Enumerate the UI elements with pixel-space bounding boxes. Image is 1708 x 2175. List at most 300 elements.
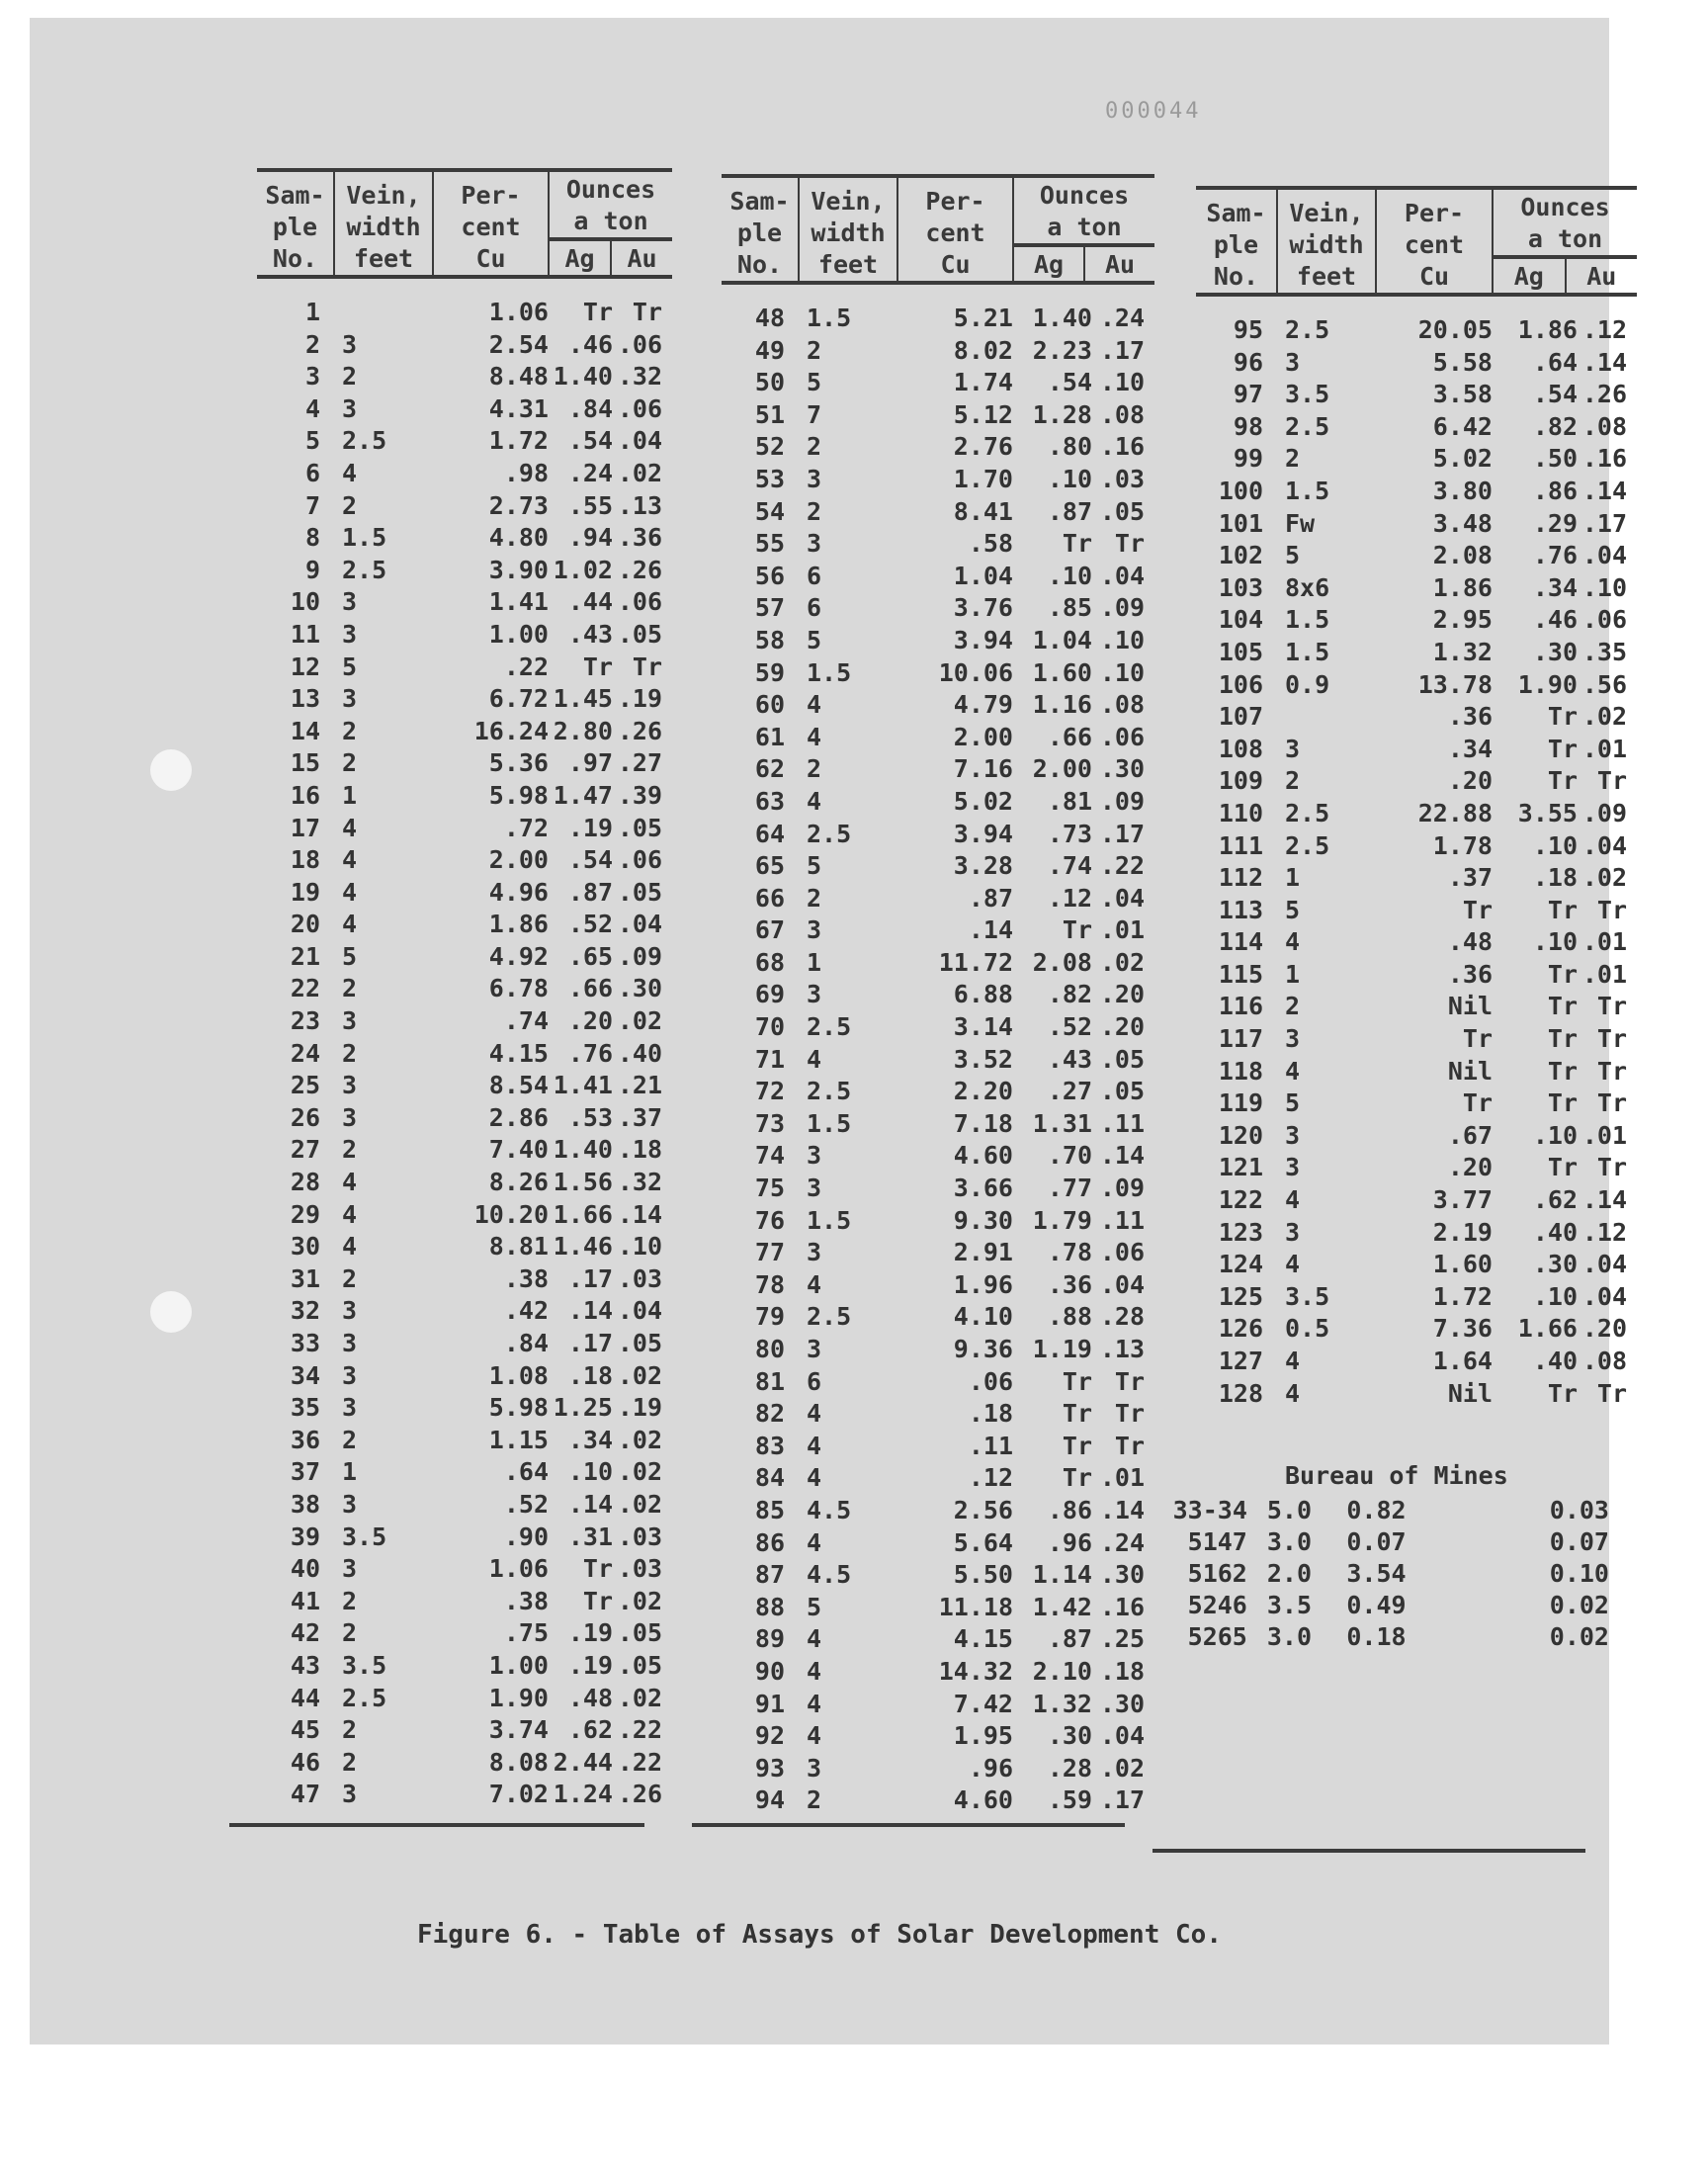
cell-sample-no: 55 [754, 529, 785, 559]
table-row [1196, 1378, 1637, 1411]
table-row [722, 367, 1154, 399]
cell-au: .11 [1099, 1205, 1145, 1235]
cell-au: Tr [1596, 992, 1627, 1021]
table-row [1196, 926, 1637, 959]
table-row [722, 283, 1154, 335]
cell-percent-cu: 1.32 [1432, 637, 1493, 666]
cell-vein-width: 3.5 [1285, 380, 1330, 409]
table-row [257, 393, 672, 426]
cell-sample-no: 127 [1218, 1347, 1263, 1375]
cell-au: Tr [1596, 895, 1627, 924]
cell-au: .36 [617, 523, 662, 553]
cell-vein-width: 4 [807, 1721, 822, 1751]
cell-ag: 1.41 [553, 1071, 613, 1100]
table-row [1196, 991, 1637, 1023]
table-row [722, 496, 1154, 529]
cell-sample-no: 116 [1218, 992, 1263, 1021]
cell-percent-cu: 5.64 [953, 1527, 1013, 1557]
cell-au: .09 [1099, 1174, 1145, 1203]
cell-vein-width: 1.5 [807, 1108, 852, 1138]
cell-au: .02 [617, 1586, 662, 1615]
cell-ag: Tr [1547, 959, 1578, 989]
cell-au: .02 [617, 1360, 662, 1390]
cell-vein-width: 3 [1285, 1217, 1301, 1247]
cell-percent-cu: 2.56 [953, 1495, 1013, 1524]
cell-au: .14 [1099, 1495, 1145, 1524]
cell-percent-cu: .06 [968, 1366, 1013, 1396]
cell-sample-no: 67 [754, 915, 785, 945]
bom-sample-no: 33-34 [1172, 1496, 1247, 1524]
cell-sample-no: 24 [290, 1038, 320, 1068]
cell-au: .25 [1099, 1624, 1145, 1654]
cell-au: .06 [617, 329, 662, 359]
table-row [257, 941, 672, 974]
cell-percent-cu: 3.52 [953, 1044, 1013, 1074]
cell-vein-width: 2 [342, 490, 358, 520]
table-row [1196, 1184, 1637, 1217]
cell-ag: Tr [1547, 1153, 1578, 1182]
cell-au: .32 [617, 1168, 662, 1197]
cell-percent-cu: 20.05 [1417, 315, 1493, 344]
cell-au: Tr [1596, 1056, 1627, 1086]
table-row [257, 1199, 672, 1232]
header-percent-cu: Per- cent Cu [1376, 188, 1493, 295]
table-row [722, 1076, 1154, 1108]
cell-percent-cu: 22.88 [1417, 798, 1493, 827]
bom-percent-cu: 0.07 [1346, 1527, 1407, 1556]
cell-ag: .10 [1532, 1281, 1578, 1311]
figure-caption: Figure 6. - Table of Assays of Solar Development Co. [417, 1920, 1222, 1950]
cell-vein-width: 3.5 [1285, 1281, 1330, 1311]
table-row [1196, 959, 1637, 992]
cell-percent-cu: 7.18 [953, 1108, 1013, 1138]
cell-au: .14 [617, 1199, 662, 1229]
cell-au: .10 [1099, 368, 1145, 397]
cell-ag: 1.79 [1032, 1205, 1092, 1235]
cell-sample-no: 83 [754, 1431, 785, 1460]
cell-au: .26 [617, 716, 662, 745]
bom-percent-cu: 0.49 [1346, 1591, 1407, 1619]
cell-au: .01 [1581, 959, 1627, 989]
cell-au: .02 [617, 1457, 662, 1487]
cell-ag: .10 [1532, 927, 1578, 957]
cell-au: .14 [1581, 1185, 1627, 1215]
cell-sample-no: 75 [754, 1174, 785, 1203]
cell-vein-width: 2 [342, 974, 358, 1003]
cell-au: .35 [1581, 637, 1627, 666]
cell-sample-no: 80 [754, 1335, 785, 1363]
assay-table-2 [722, 174, 1154, 1817]
cell-ag: .80 [1047, 432, 1092, 462]
cell-vein-width: 4 [342, 458, 358, 487]
cell-ag: .10 [567, 1457, 613, 1487]
table-row [722, 1044, 1154, 1077]
cell-percent-cu: Tr [1462, 1088, 1493, 1118]
cell-sample-no: 65 [754, 851, 785, 881]
bom-row [1166, 1526, 1609, 1558]
cell-au: .05 [617, 1618, 662, 1648]
cell-sample-no: 43 [290, 1650, 320, 1680]
cell-sample-no: 120 [1218, 1120, 1263, 1150]
cell-percent-cu: 6.78 [488, 974, 549, 1003]
cell-sample-no: 123 [1218, 1217, 1263, 1247]
cell-au: .02 [1581, 702, 1627, 732]
cell-sample-no: 112 [1218, 863, 1263, 893]
cell-sample-no: 41 [290, 1586, 320, 1615]
cell-vein-width [1277, 701, 1376, 734]
cell-vein-width: 7 [807, 399, 822, 429]
cell-sample-no: 38 [290, 1489, 320, 1519]
cell-au: .03 [617, 1263, 662, 1293]
bom-row [1166, 1621, 1609, 1653]
cell-sample-no: 47 [290, 1780, 320, 1809]
cell-vein-width: 4 [807, 1463, 822, 1493]
cell-ag: .10 [1532, 1120, 1578, 1150]
cell-sample-no: 97 [1233, 380, 1263, 409]
cell-percent-cu: .48 [1447, 927, 1493, 957]
cell-vein-width: 2.5 [1285, 830, 1330, 860]
cell-ag: 1.32 [1032, 1689, 1092, 1718]
table-row [1196, 1346, 1637, 1378]
table-row [1196, 295, 1637, 347]
document-page [30, 18, 1627, 2044]
cell-percent-cu: 11.72 [938, 947, 1013, 977]
cell-au: .10 [1099, 625, 1145, 654]
cell-ag: .30 [1047, 1721, 1092, 1751]
bom-au: 0.02 [1549, 1591, 1609, 1619]
cell-percent-cu: .72 [503, 813, 549, 842]
cell-sample-no: 118 [1218, 1056, 1263, 1086]
cell-percent-cu: 4.15 [488, 1038, 549, 1068]
cell-ag: 1.31 [1032, 1108, 1092, 1138]
cell-au: Tr [632, 652, 662, 681]
table-row [1196, 798, 1637, 830]
bom-row [1166, 1495, 1609, 1526]
cell-percent-cu: .36 [1447, 959, 1493, 989]
cell-ag: 1.40 [1032, 304, 1092, 332]
cell-au: .06 [617, 393, 662, 423]
cell-vein-width: 1.5 [807, 304, 852, 332]
bureau-of-mines-table [1166, 1495, 1609, 1653]
cell-sample-no: 128 [1218, 1378, 1263, 1408]
cell-percent-cu: 1.96 [953, 1269, 1013, 1299]
cell-sample-no: 45 [290, 1715, 320, 1745]
cell-percent-cu: 1.86 [488, 910, 549, 939]
cell-au: .10 [1581, 572, 1627, 602]
table-row [257, 425, 672, 458]
cell-percent-cu: 3.14 [953, 1012, 1013, 1042]
cell-au: Tr [1114, 529, 1145, 559]
cell-ag: .94 [567, 523, 613, 553]
table-row [1196, 1023, 1637, 1056]
header-ounces-a-ton: Ounces a ton Ag Au [549, 170, 672, 277]
cell-vein-width: 4 [1285, 927, 1301, 957]
header-vein-width: Vein, width feet [1277, 188, 1376, 295]
cell-au: .03 [617, 1554, 662, 1584]
cell-vein-width: 2 [342, 362, 358, 392]
cell-ag: .73 [1047, 819, 1092, 848]
cell-ag: .17 [567, 1329, 613, 1357]
cell-au: .06 [1099, 1238, 1145, 1267]
cell-ag: 1.60 [1032, 657, 1092, 687]
cell-au: .01 [1099, 915, 1145, 945]
cell-percent-cu: .12 [968, 1463, 1013, 1493]
cell-ag: .17 [567, 1263, 613, 1293]
table-row [257, 747, 672, 780]
cell-percent-cu: 1.72 [1432, 1281, 1493, 1311]
table-row [722, 1301, 1154, 1334]
table-row [722, 1269, 1154, 1302]
cell-vein-width: 3 [807, 1238, 822, 1267]
cell-ag: Tr [1062, 1399, 1092, 1429]
table-row [257, 277, 672, 329]
cell-percent-cu: 1.74 [953, 368, 1013, 397]
cell-ag: 1.56 [553, 1168, 613, 1197]
cell-au: .09 [617, 941, 662, 971]
table-row [722, 1431, 1154, 1463]
cell-sample-no: 69 [754, 980, 785, 1009]
cell-au: .05 [617, 1329, 662, 1357]
table-row [722, 1366, 1154, 1399]
cell-percent-cu: 4.96 [488, 877, 549, 907]
cell-vein-width: 3 [807, 1753, 822, 1783]
cell-au: .06 [617, 587, 662, 617]
cell-ag: .10 [1532, 830, 1578, 860]
cell-sample-no: 15 [290, 748, 320, 778]
cell-ag: 1.45 [553, 684, 613, 714]
cell-vein-width: 3 [342, 587, 358, 617]
cell-sample-no: 101 [1218, 508, 1263, 538]
cell-percent-cu: 6.42 [1432, 411, 1493, 441]
cell-vein-width: 2.5 [1285, 798, 1330, 827]
assay-table-3 [1196, 186, 1637, 1410]
cell-sample-no: 61 [754, 722, 785, 751]
cell-au: Tr [1596, 1088, 1627, 1118]
cell-sample-no: 66 [754, 883, 785, 913]
cell-vein-width: 5 [342, 652, 358, 681]
cell-ag: Tr [1547, 1056, 1578, 1086]
cell-percent-cu: Tr [1462, 895, 1493, 924]
table-row [722, 335, 1154, 368]
bom-vein-width: 2.0 [1266, 1559, 1313, 1588]
cell-percent-cu: 7.16 [953, 754, 1013, 784]
header-ounces-a-ton: Ounces a ton Ag Au [1013, 176, 1154, 283]
cell-au: .16 [1581, 444, 1627, 474]
cell-ag: .78 [1047, 1238, 1092, 1267]
cell-vein-width: 1.5 [807, 657, 852, 687]
cell-au: .40 [617, 1038, 662, 1068]
table-row [722, 914, 1154, 947]
cell-ag: .54 [1532, 380, 1578, 409]
cell-vein-width: 3 [807, 1335, 822, 1363]
cell-ag: .46 [1532, 605, 1578, 635]
table-row [1196, 604, 1637, 637]
cell-percent-cu: 5.12 [953, 399, 1013, 429]
cell-percent-cu: 7.40 [488, 1135, 549, 1165]
cell-ag: 2.08 [1032, 947, 1092, 977]
cell-au: .04 [1099, 883, 1145, 913]
cell-vein-width: 6 [807, 1366, 822, 1396]
cell-vein-width: 2 [807, 432, 822, 462]
bom-row [1166, 1558, 1609, 1590]
cell-au: .02 [617, 1006, 662, 1036]
cell-vein-width: 4 [807, 1399, 822, 1429]
cell-vein-width: 3 [342, 1780, 358, 1809]
cell-vein-width: 2.5 [1285, 315, 1330, 344]
cell-au: Tr [1114, 1366, 1145, 1396]
cell-sample-no: 10 [290, 587, 320, 617]
cell-ag: .66 [1047, 722, 1092, 751]
table-row [257, 490, 672, 523]
cell-au: .24 [1099, 304, 1145, 332]
cell-au: .19 [617, 1393, 662, 1423]
cell-sample-no: 109 [1218, 766, 1263, 796]
cell-sample-no: 77 [754, 1238, 785, 1267]
cell-vein-width: 4 [1285, 1347, 1301, 1375]
cell-vein-width: 2 [342, 748, 358, 778]
table-row [1196, 443, 1637, 476]
cell-ag: .24 [567, 458, 613, 487]
cell-percent-cu: 13.78 [1417, 669, 1493, 699]
cell-au: .14 [1099, 1141, 1145, 1171]
cell-au: .18 [617, 1135, 662, 1165]
cell-ag: .97 [567, 748, 613, 778]
cell-percent-cu: 2.54 [488, 329, 549, 359]
cell-vein-width: 4 [807, 1431, 822, 1460]
header-vein-width: Vein, width feet [334, 170, 433, 277]
cell-vein-width: 1 [1285, 959, 1301, 989]
cell-percent-cu: 4.60 [953, 1785, 1013, 1815]
cell-sample-no: 2 [304, 329, 320, 359]
header-au: Au [1566, 257, 1638, 293]
cell-vein-width: 1.5 [807, 1205, 852, 1235]
table-row [722, 464, 1154, 496]
cell-ag: .14 [567, 1489, 613, 1519]
cell-sample-no: 88 [754, 1592, 785, 1621]
cell-au: Tr [1596, 1378, 1627, 1408]
cell-sample-no: 90 [754, 1656, 785, 1686]
cell-sample-no: 60 [754, 690, 785, 720]
cell-au: .26 [617, 1780, 662, 1809]
cell-ag: .82 [1047, 980, 1092, 1009]
punch-hole-bottom [150, 1291, 192, 1333]
cell-vein-width: 3 [807, 464, 822, 493]
cell-ag: 1.47 [553, 780, 613, 810]
table-row [257, 1747, 672, 1780]
cell-ag: .86 [1532, 476, 1578, 505]
cell-ag: Tr [1062, 1463, 1092, 1493]
cell-au: .20 [1581, 1314, 1627, 1344]
cell-percent-cu: 3.76 [953, 593, 1013, 623]
cell-ag: .18 [567, 1360, 613, 1390]
cell-percent-cu: 1.15 [488, 1425, 549, 1454]
page-number-stamp: 000044 [1105, 99, 1202, 124]
cell-sample-no: 50 [754, 368, 785, 397]
cell-au: .27 [617, 748, 662, 778]
cell-sample-no: 58 [754, 625, 785, 654]
cell-au: .13 [1099, 1335, 1145, 1363]
cell-ag: .64 [1532, 347, 1578, 377]
cell-percent-cu: 1.72 [488, 426, 549, 456]
cell-ag: 2.80 [553, 716, 613, 745]
table-1-bottom-rule [229, 1823, 644, 1827]
table-row [722, 1656, 1154, 1689]
cell-vein-width: 3 [342, 1360, 358, 1390]
cell-sample-no: 62 [754, 754, 785, 784]
bureau-of-mines-title: Bureau of Mines [1285, 1461, 1508, 1490]
cell-vein-width: 2 [342, 1618, 358, 1648]
cell-vein-width: 3 [1285, 1024, 1301, 1054]
table-row [257, 522, 672, 555]
table-row [722, 528, 1154, 561]
cell-au: .02 [617, 1489, 662, 1519]
cell-sample-no: 73 [754, 1108, 785, 1138]
cell-percent-cu: .75 [503, 1618, 549, 1648]
cell-vein-width: 1.5 [1285, 637, 1330, 666]
cell-au: .04 [1581, 1281, 1627, 1311]
cell-percent-cu: .34 [1447, 734, 1493, 763]
cell-sample-no: 94 [754, 1785, 785, 1815]
bom-au: 0.02 [1549, 1622, 1609, 1651]
cell-ag: .54 [1047, 368, 1092, 397]
cell-sample-no: 126 [1218, 1314, 1263, 1344]
cell-percent-cu: .38 [503, 1586, 549, 1615]
cell-percent-cu: .96 [968, 1753, 1013, 1783]
table-row [1196, 411, 1637, 444]
cell-sample-no: 4 [304, 393, 320, 423]
cell-ag: .54 [567, 845, 613, 875]
cell-percent-cu: 1.06 [488, 1554, 549, 1584]
cell-ag: .29 [1532, 508, 1578, 538]
cell-ag: .62 [567, 1715, 613, 1745]
cell-sample-no: 84 [754, 1463, 785, 1493]
cell-percent-cu: .20 [1447, 766, 1493, 796]
cell-percent-cu: .84 [503, 1329, 549, 1357]
table-row [257, 877, 672, 910]
cell-au: .16 [1099, 1592, 1145, 1621]
cell-ag: Tr [1547, 702, 1578, 732]
cell-ag: 1.25 [553, 1393, 613, 1423]
cell-vein-width: 8x6 [1285, 572, 1330, 602]
cell-au: .08 [1099, 399, 1145, 429]
cell-au: .09 [1099, 593, 1145, 623]
cell-ag: .81 [1047, 786, 1092, 816]
cell-percent-cu: 2.95 [1432, 605, 1493, 635]
cell-vein-width: 2.5 [342, 426, 387, 456]
bom-sample-no: 5162 [1187, 1559, 1247, 1588]
table-row [257, 1038, 672, 1071]
cell-vein-width: 2 [1285, 766, 1301, 796]
cell-au: .03 [617, 1522, 662, 1551]
table-row [722, 819, 1154, 851]
cell-sample-no: 115 [1218, 959, 1263, 989]
cell-percent-cu: 8.54 [488, 1071, 549, 1100]
cell-ag: .65 [567, 941, 613, 971]
cell-ag: .96 [1047, 1527, 1092, 1557]
cell-sample-no: 99 [1233, 444, 1263, 474]
cell-sample-no: 85 [754, 1495, 785, 1524]
cell-au: .01 [1099, 1463, 1145, 1493]
cell-au: .06 [1099, 722, 1145, 751]
cell-sample-no: 35 [290, 1393, 320, 1423]
cell-au: Tr [1114, 1399, 1145, 1429]
table-row [722, 689, 1154, 722]
cell-sample-no: 12 [290, 652, 320, 681]
table-row [257, 844, 672, 877]
cell-vein-width: 3 [342, 619, 358, 649]
cell-au: .05 [1099, 1077, 1145, 1106]
header-vein-width: Vein, width feet [799, 176, 897, 283]
